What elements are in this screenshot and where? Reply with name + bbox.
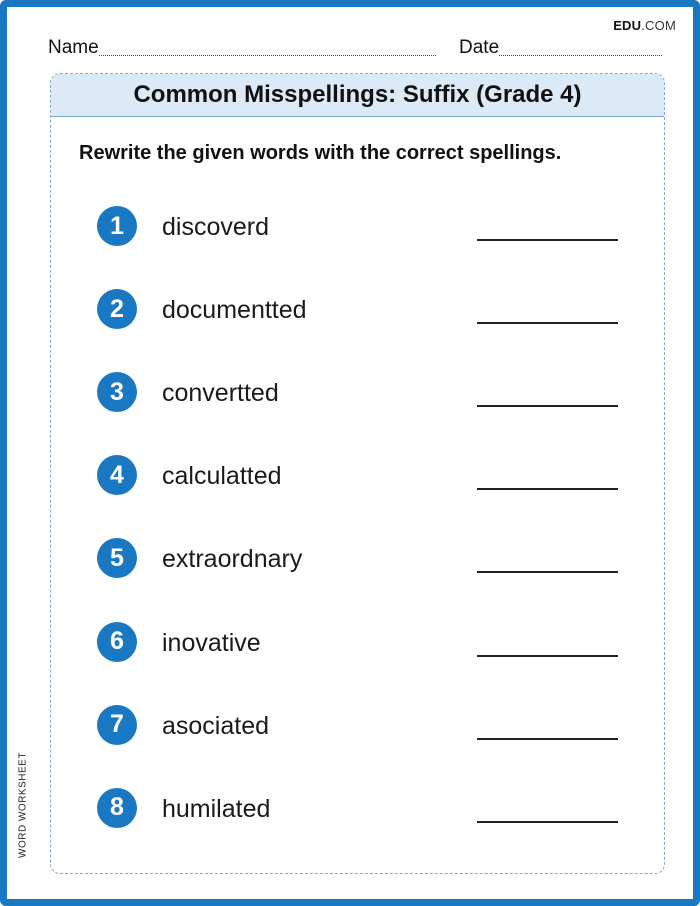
word-item xyxy=(97,538,637,578)
item-number-badge: 6 xyxy=(97,622,137,662)
word-item xyxy=(97,206,637,246)
side-label-text: WORD WORKSHEET xyxy=(17,752,29,858)
item-number-badge: 3 xyxy=(97,372,137,412)
misspelled-word: extraordnary xyxy=(162,545,303,574)
item-number-badge: 5 xyxy=(97,538,137,578)
name-dotted-line xyxy=(99,54,436,56)
date-dotted-line xyxy=(499,54,662,56)
item-number-badge: 2 xyxy=(97,289,137,329)
word-item xyxy=(97,372,637,412)
item-number-badge: 1 xyxy=(97,206,137,246)
misspelled-word: calculatted xyxy=(162,462,282,491)
answer-line[interactable] xyxy=(477,405,618,407)
item-number-badge: 4 xyxy=(97,455,137,495)
word-item xyxy=(97,788,637,828)
title-bar xyxy=(51,74,664,117)
item-number-badge: 7 xyxy=(97,705,137,745)
worksheet-title: Common Misspellings: Suffix (Grade 4) xyxy=(133,81,582,108)
header-fields xyxy=(48,38,665,60)
brand-name: EDU xyxy=(613,18,642,33)
word-item xyxy=(97,622,637,662)
misspelled-word: asociated xyxy=(162,711,270,740)
answer-line[interactable] xyxy=(477,322,618,324)
misspelled-word: documentted xyxy=(162,296,307,325)
item-number-badge: 8 xyxy=(97,788,137,828)
answer-line[interactable] xyxy=(477,488,618,490)
date-label: Date xyxy=(459,37,500,58)
misspelled-word: inovative xyxy=(162,628,261,657)
date-field xyxy=(459,38,662,58)
answer-line[interactable] xyxy=(477,821,618,823)
answer-line[interactable] xyxy=(477,655,618,657)
misspelled-word: convertted xyxy=(162,379,279,408)
answer-line[interactable] xyxy=(477,571,618,573)
name-label: Name xyxy=(48,37,99,58)
word-item xyxy=(97,455,637,495)
answer-line[interactable] xyxy=(477,239,618,241)
name-field xyxy=(48,38,436,58)
word-item xyxy=(97,705,637,745)
side-label xyxy=(16,749,30,861)
misspelled-word: humilated xyxy=(162,794,271,823)
brand-logo xyxy=(613,18,676,33)
word-item xyxy=(97,289,637,329)
misspelled-word: discoverd xyxy=(162,213,269,241)
brand-suffix: .COM xyxy=(641,18,676,33)
instructions: Rewrite the given words with the correct spellings. xyxy=(79,142,562,164)
answer-line[interactable] xyxy=(477,738,618,740)
worksheet-card xyxy=(50,73,665,874)
